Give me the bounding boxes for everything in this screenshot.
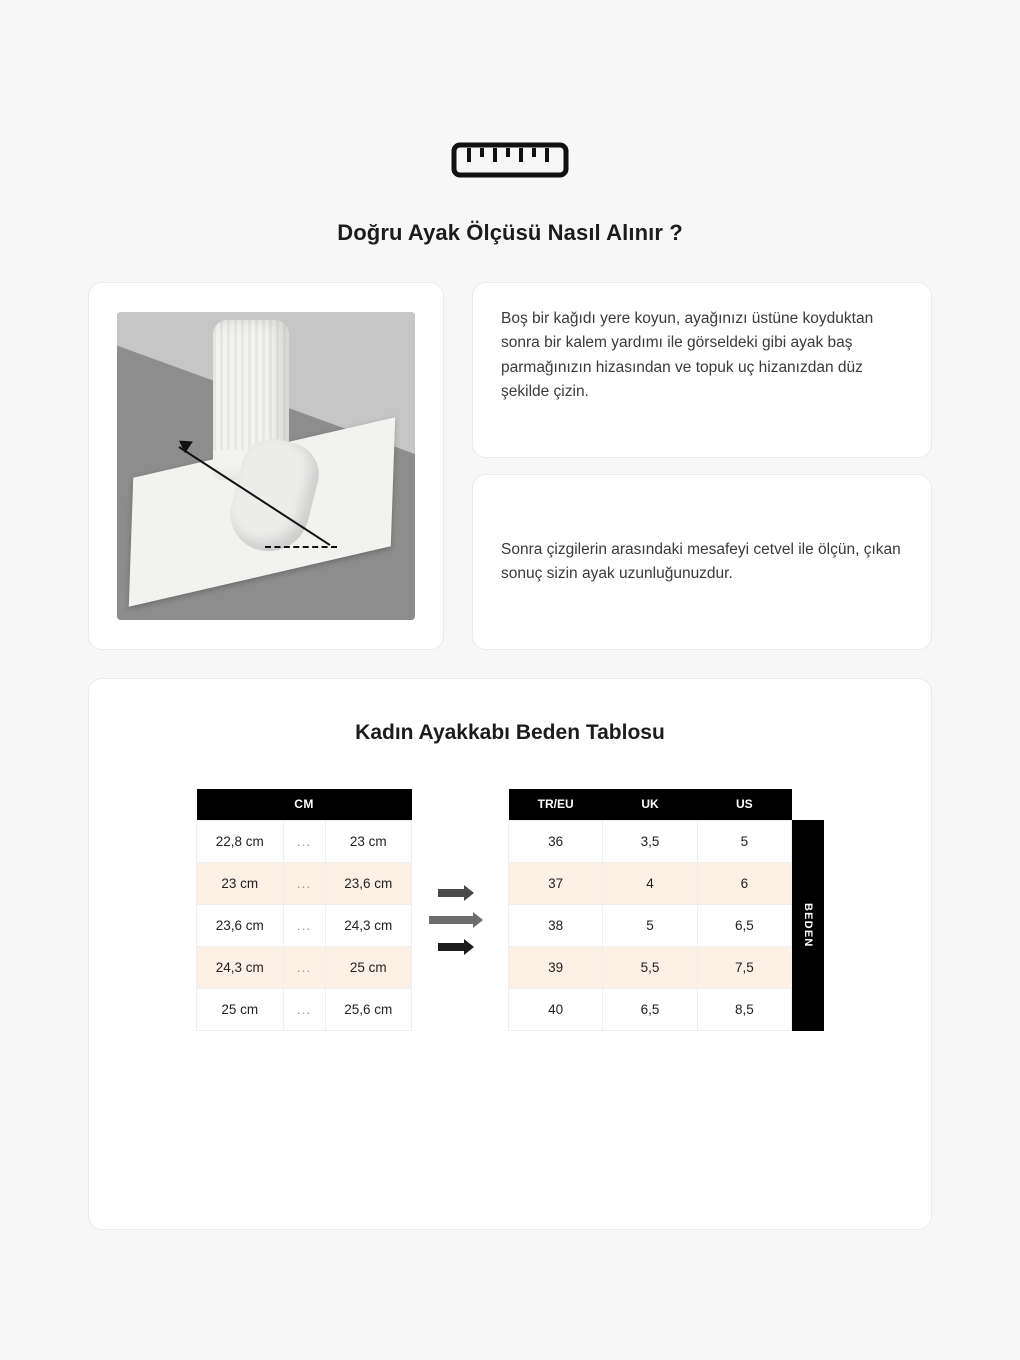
size-us: 6,5 xyxy=(697,904,791,946)
size-chart-card xyxy=(88,678,932,1230)
size-tr-eu: 38 xyxy=(509,904,603,946)
size-us: 5 xyxy=(697,820,791,862)
table-row xyxy=(197,820,412,862)
table-row xyxy=(197,904,412,946)
size-uk: 5 xyxy=(603,904,697,946)
size-table xyxy=(508,789,792,1031)
table-row xyxy=(509,862,792,904)
table-row xyxy=(509,820,792,862)
foot-measure-photo xyxy=(117,312,415,620)
ruler-icon-wrap xyxy=(0,140,1020,180)
cm-from: 23,6 cm xyxy=(197,904,284,946)
size-chart-title: Kadın Ayakkabı Beden Tablosu xyxy=(355,721,665,744)
size-tr-eu: 37 xyxy=(509,862,603,904)
size-chart-tables xyxy=(89,789,931,1031)
instruction-step-1: Boş bir kağıdı yere koyun, ayağınızı üstüne koyduktan sonra bir kalem yardımı ile görseldeki gibi ayak baş parmağınızın hizasından ve topuk uç hizanızdan düz şekilde çizin. xyxy=(472,282,932,458)
cm-dots: ... xyxy=(283,820,325,862)
cm-from: 23 cm xyxy=(197,862,284,904)
cm-dots: ... xyxy=(283,988,325,1030)
table-row xyxy=(197,862,412,904)
cm-to: 25,6 cm xyxy=(325,988,412,1030)
instructions-row xyxy=(88,282,932,650)
size-tr-eu: 39 xyxy=(509,946,603,988)
cm-dots: ... xyxy=(283,862,325,904)
cm-to: 23 cm xyxy=(325,820,412,862)
size-us: 6 xyxy=(697,862,791,904)
table-row xyxy=(197,946,412,988)
size-header-uk: UK xyxy=(603,789,697,820)
table-row xyxy=(509,988,792,1030)
size-uk: 6,5 xyxy=(603,988,697,1030)
beden-side-label xyxy=(792,820,824,1031)
photo-card xyxy=(88,282,444,650)
size-us: 7,5 xyxy=(697,946,791,988)
table-row xyxy=(509,904,792,946)
size-header-us: US xyxy=(697,789,791,820)
cm-to: 25 cm xyxy=(325,946,412,988)
cm-from: 24,3 cm xyxy=(197,946,284,988)
page-title: Doğru Ayak Ölçüsü Nasıl Alınır ? xyxy=(337,220,683,245)
size-tr-eu: 36 xyxy=(509,820,603,862)
cm-to: 24,3 cm xyxy=(325,904,412,946)
table-row xyxy=(197,988,412,1030)
arrow-right-icon xyxy=(429,912,491,928)
cm-to: 23,6 cm xyxy=(325,862,412,904)
table-row xyxy=(509,946,792,988)
cm-from: 25 cm xyxy=(197,988,284,1030)
sock-ribbing xyxy=(213,320,289,450)
conversion-arrows xyxy=(412,789,508,955)
arrow-right-icon xyxy=(438,885,482,901)
instruction-step-2: Sonra çizgilerin arasındaki mesafeyi cetvel ile ölçün, çıkan sonuç sizin ayak uzunluğunuzdur. xyxy=(472,474,932,650)
cm-from: 22,8 cm xyxy=(197,820,284,862)
size-uk: 4 xyxy=(603,862,697,904)
beden-side-label-text: BEDEN xyxy=(802,903,814,948)
size-uk: 3,5 xyxy=(603,820,697,862)
ruler-icon xyxy=(451,140,569,180)
cm-table xyxy=(196,789,412,1031)
instruction-text-column xyxy=(472,282,932,650)
cm-dots: ... xyxy=(283,904,325,946)
arrow-right-icon xyxy=(438,939,482,955)
cm-table-header: CM xyxy=(197,789,412,820)
size-tr-eu: 40 xyxy=(509,988,603,1030)
size-uk: 5,5 xyxy=(603,946,697,988)
measure-dashed-line xyxy=(265,546,337,548)
size-us: 8,5 xyxy=(697,988,791,1030)
cm-dots: ... xyxy=(283,946,325,988)
size-header-tr-eu: TR/EU xyxy=(509,789,603,820)
